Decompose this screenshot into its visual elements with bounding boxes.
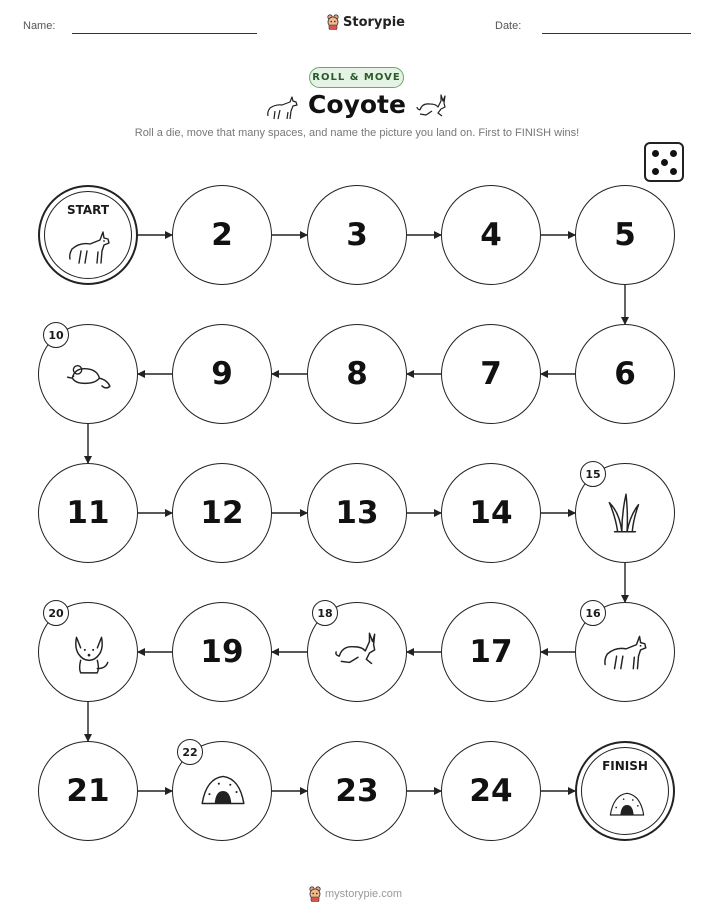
footer [308, 886, 402, 902]
space-number: 19 [200, 634, 244, 670]
board-space-2[interactable] [172, 185, 272, 285]
rabbit-icon [333, 627, 383, 677]
space-number: 5 [614, 217, 636, 253]
instructions: Roll a die, move that many spaces, and name the picture you land on. First to FINISH wins! [134, 127, 580, 139]
space-number-badge: 10 [43, 322, 69, 348]
board-space-6[interactable] [575, 324, 675, 424]
space-number: 8 [346, 356, 368, 392]
board-space-17[interactable] [441, 602, 541, 702]
board-space-8[interactable] [307, 324, 407, 424]
space-number: 12 [200, 495, 244, 531]
page-title: Coyote [308, 90, 406, 119]
start-label: START [66, 203, 110, 217]
space-number: 6 [614, 356, 636, 392]
space-number: 9 [211, 356, 233, 392]
board-space-9[interactable] [172, 324, 272, 424]
space-number: 17 [469, 634, 513, 670]
space-number-badge: 22 [177, 739, 203, 765]
space-number: 2 [211, 217, 233, 253]
board-space-5[interactable] [575, 185, 675, 285]
board-space-3[interactable] [307, 185, 407, 285]
space-number: 23 [335, 773, 379, 809]
mouse-icon [64, 349, 114, 399]
space-number: 13 [335, 495, 379, 531]
space-number-badge: 20 [43, 600, 69, 626]
den-icon [198, 766, 248, 816]
board-space-13[interactable] [307, 463, 407, 563]
board-space-12[interactable] [172, 463, 272, 563]
space-number: 4 [480, 217, 502, 253]
board-space-15[interactable] [575, 463, 675, 563]
board-space-21[interactable] [38, 741, 138, 841]
board-space-20[interactable] [38, 602, 138, 702]
board-space-4[interactable] [441, 185, 541, 285]
board-space-23[interactable] [307, 741, 407, 841]
space-number: 24 [469, 773, 513, 809]
board-space-11[interactable] [38, 463, 138, 563]
board-space-14[interactable] [441, 463, 541, 563]
space-number: 7 [480, 356, 502, 392]
space-number-badge: 18 [312, 600, 338, 626]
name-label: Name: [23, 20, 56, 32]
coyote-icon [66, 223, 114, 271]
board-space-16[interactable] [575, 602, 675, 702]
storypie-mascot-icon [308, 886, 322, 902]
board-space-24[interactable] [441, 741, 541, 841]
board-space-10[interactable] [38, 324, 138, 424]
brand-name: Storypie [343, 14, 405, 30]
board-space-18[interactable] [307, 602, 407, 702]
coyote-pup-icon [64, 627, 114, 677]
space-number: 11 [66, 495, 110, 531]
den-icon [607, 785, 647, 825]
footer-site: mystorypie.com [325, 888, 403, 900]
board-space-7[interactable] [441, 324, 541, 424]
grass-icon [601, 488, 651, 538]
space-number-badge: 16 [580, 600, 606, 626]
finish-space[interactable] [575, 741, 675, 841]
space-number: 14 [469, 495, 513, 531]
date-label: Date: [495, 20, 522, 32]
space-number: 3 [346, 217, 368, 253]
board-space-22[interactable] [172, 741, 272, 841]
activity-tag: ROLL & MOVE [309, 67, 404, 88]
space-number: 21 [66, 773, 110, 809]
space-number-badge: 15 [580, 461, 606, 487]
coyote-icon [601, 627, 651, 677]
start-space[interactable] [38, 185, 138, 285]
board-space-19[interactable] [172, 602, 272, 702]
finish-label: FINISH [602, 759, 648, 773]
